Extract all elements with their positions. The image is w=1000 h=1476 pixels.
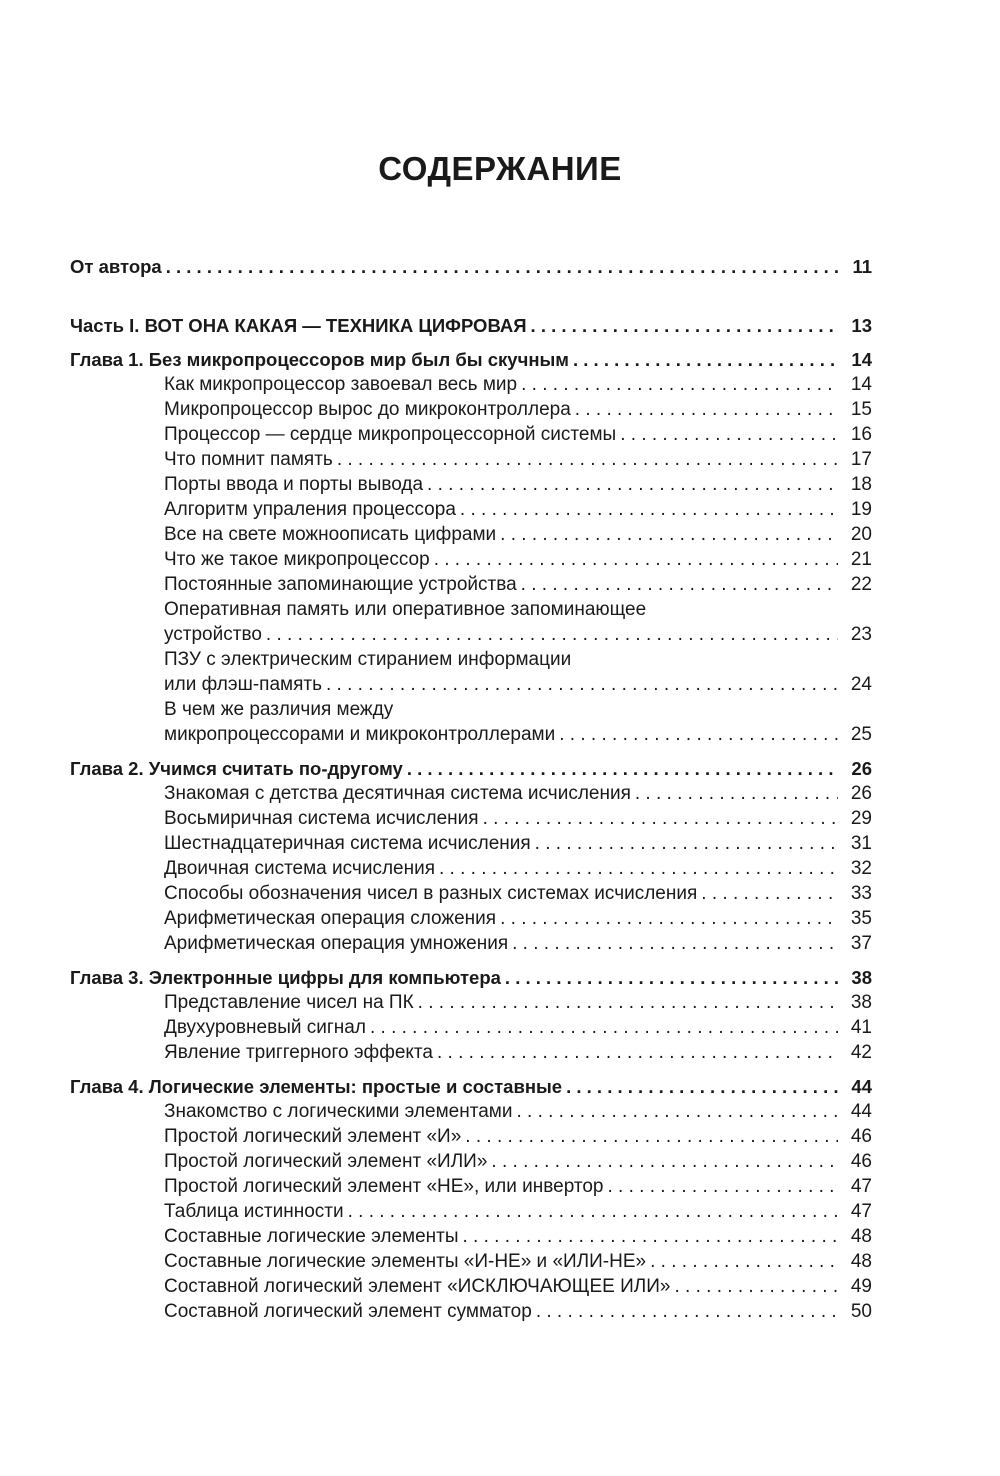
toc-entry	[70, 497, 872, 522]
toc-entry-title: Восьмиричная система исчисления	[164, 808, 479, 829]
toc-entry	[70, 647, 872, 672]
toc-entry-page: 14	[850, 374, 872, 395]
toc-entry	[70, 1299, 872, 1324]
dot-leader	[407, 756, 838, 781]
dot-leader	[348, 1199, 838, 1224]
toc-entry-title: Таблица истинности	[164, 1201, 344, 1222]
toc-entry-title: В чем же различия между	[164, 699, 394, 720]
dot-leader	[437, 1040, 838, 1065]
toc-entry	[70, 906, 872, 931]
toc-entry-title: Микропроцессор вырос до микроконтроллера	[164, 399, 571, 420]
dot-leader	[427, 472, 838, 497]
dot-leader	[521, 372, 838, 397]
toc-entry-title: микропроцессорами и микроконтроллерами	[164, 724, 556, 745]
dot-leader	[575, 397, 838, 422]
toc-entry-page: 13	[851, 315, 872, 336]
dot-leader	[500, 906, 838, 931]
toc-entry-title: Арифметическая операция сложения	[164, 908, 497, 929]
dot-leader	[536, 1299, 838, 1324]
toc-entry-title: Явление триггерного эффекта	[164, 1042, 433, 1063]
toc-entry-title: устройство	[164, 624, 262, 645]
toc-entry-title: Оперативная память или оперативное запоминающее	[164, 599, 647, 620]
toc-entry	[70, 722, 872, 747]
toc-entry	[70, 422, 872, 447]
toc-entry-title: Арифметическая операция умножения	[164, 933, 509, 954]
toc-entry-title: Глава 2. Учимся считать по-другому	[70, 758, 403, 779]
dot-leader	[463, 1224, 839, 1249]
toc-entry-page: 26	[851, 758, 872, 779]
toc-entry-page: 16	[850, 424, 872, 445]
dot-leader	[439, 856, 838, 881]
toc-entry	[70, 1149, 872, 1174]
toc-entry-page: 14	[851, 349, 872, 370]
toc-entry-page: 17	[850, 449, 872, 470]
toc-chapter-entry	[70, 1074, 872, 1099]
dot-leader	[521, 572, 838, 597]
toc-entry-page: 48	[850, 1226, 872, 1247]
toc-entry-title: Знакомство с логическими элементами	[164, 1101, 513, 1122]
section-spacer	[70, 956, 872, 965]
toc-entry-page: 42	[850, 1042, 872, 1063]
table-of-contents	[70, 254, 872, 1324]
toc-entry-title: Составные логические элементы «И-НЕ» и «ИЛИ-НЕ»	[164, 1251, 647, 1272]
toc-entry-page: 38	[850, 992, 872, 1013]
section-spacer	[70, 1065, 872, 1074]
toc-entry-page: 32	[850, 858, 872, 879]
dot-leader	[418, 990, 838, 1015]
dot-leader	[607, 1174, 838, 1199]
dot-leader	[326, 672, 838, 697]
toc-entry	[70, 547, 872, 572]
toc-entry	[70, 856, 872, 881]
dot-leader	[566, 1074, 838, 1099]
toc-entry-page: 26	[850, 783, 872, 804]
toc-entry-title: Простой логический элемент «ИЛИ»	[164, 1151, 488, 1172]
dot-leader	[434, 547, 838, 572]
toc-entry-title: Алгоритм упраления процессора	[164, 499, 456, 520]
toc-entry	[70, 572, 872, 597]
toc-entry-title: Простой логический элемент «НЕ», или инвертор	[164, 1176, 604, 1197]
dot-leader	[516, 1099, 838, 1124]
toc-entry-title: ПЗУ с электрическим стиранием информации	[164, 649, 572, 670]
toc-entry	[70, 597, 872, 622]
dot-leader	[512, 931, 838, 956]
toc-entry-page: 37	[850, 933, 872, 954]
toc-entry-title: Часть I. ВОТ ОНА КАКАЯ — ТЕХНИКА ЦИФРОВАЯ	[70, 315, 527, 336]
dot-leader	[460, 497, 838, 522]
toc-entry-title: Составной логический элемент сумматор	[164, 1301, 532, 1322]
toc-entry-title: Порты ввода и порты вывода	[164, 474, 424, 495]
dot-leader	[337, 447, 838, 472]
toc-entry-page: 44	[851, 1076, 872, 1097]
toc-entry-title: Составной логический элемент «ИСКЛЮЧАЮЩЕЕ ИЛИ»	[164, 1276, 671, 1297]
dot-leader	[531, 313, 838, 338]
dot-leader	[573, 347, 838, 372]
toc-entry-page: 35	[850, 908, 872, 929]
toc-chapter-entry	[70, 313, 872, 338]
toc-entry-title: Глава 3. Электронные цифры для компьютера	[70, 967, 501, 988]
toc-entry-page: 46	[850, 1151, 872, 1172]
toc-entry-title: Способы обозначения чисел в разных системах исчисления	[164, 883, 698, 904]
toc-entry-page: 47	[850, 1176, 872, 1197]
dot-leader	[370, 1015, 838, 1040]
toc-entry	[70, 1015, 872, 1040]
toc-entry-title: Все на свете можноописать цифрами	[164, 524, 497, 545]
toc-entry-title: Двухуровневый сигнал	[164, 1017, 366, 1038]
toc-entry	[70, 1274, 872, 1299]
toc-entry-page: 24	[850, 674, 872, 695]
dot-leader	[620, 422, 838, 447]
toc-entry-title: Глава 4. Логические элементы: простые и составные	[70, 1076, 563, 1097]
toc-entry-title: Простой логический элемент «И»	[164, 1126, 462, 1147]
toc-entry	[70, 397, 872, 422]
toc-entry-title: Глава 1. Без микропроцессоров мир был бы скучным	[70, 349, 569, 370]
toc-entry-title: Что же такое микропроцессор	[164, 549, 430, 570]
dot-leader	[635, 781, 838, 806]
toc-entry-page: 48	[850, 1251, 872, 1272]
dot-leader	[701, 881, 838, 906]
toc-entry	[70, 931, 872, 956]
dot-leader	[483, 806, 838, 831]
toc-entry	[70, 1249, 872, 1274]
toc-entry	[70, 622, 872, 647]
toc-entry-page: 49	[850, 1276, 872, 1297]
dot-leader	[465, 1124, 838, 1149]
toc-entry-title: Знакомая с детства десятичная система исчисления	[164, 783, 631, 804]
toc-entry-page: 23	[850, 624, 872, 645]
toc-entry-title: Составные логические элементы	[164, 1226, 459, 1247]
toc-entry	[70, 1040, 872, 1065]
dot-leader	[500, 522, 838, 547]
toc-entry	[70, 881, 872, 906]
toc-chapter-entry	[70, 347, 872, 372]
toc-entry	[70, 372, 872, 397]
toc-entry	[70, 1224, 872, 1249]
page-title: СОДЕРЖАНИЕ	[378, 150, 622, 187]
toc-entry-title: или флэш-память	[164, 674, 322, 695]
section-spacer	[70, 338, 872, 347]
toc-entry-page: 44	[850, 1101, 872, 1122]
dot-leader	[559, 722, 838, 747]
toc-entry-page: 19	[850, 499, 872, 520]
toc-entry-page: 31	[850, 833, 872, 854]
toc-entry	[70, 697, 872, 722]
toc-entry	[70, 472, 872, 497]
toc-entry	[70, 806, 872, 831]
dot-leader	[166, 254, 838, 279]
dot-leader	[674, 1274, 838, 1299]
toc-entry-title: От автора	[70, 256, 162, 277]
toc-entry-title: Шестнадцатеричная система исчисления	[164, 833, 531, 854]
toc-entry	[70, 1174, 872, 1199]
toc-entry-page: 20	[850, 524, 872, 545]
toc-entry-title: Процессор — сердце микропроцессорной системы	[164, 424, 617, 445]
toc-entry-page: 47	[850, 1201, 872, 1222]
toc-entry-page: 21	[850, 549, 872, 570]
dot-leader	[650, 1249, 838, 1274]
toc-entry-page: 41	[850, 1017, 872, 1038]
toc-entry	[70, 672, 872, 697]
toc-entry-page: 22	[850, 574, 872, 595]
toc-entry	[70, 447, 872, 472]
toc-entry-title: Двоичная система исчисления	[164, 858, 435, 879]
toc-entry-page: 25	[850, 724, 872, 745]
dot-leader	[535, 831, 838, 856]
toc-entry	[70, 831, 872, 856]
toc-entry-title: Представление чисел на ПК	[164, 992, 414, 1013]
section-spacer	[70, 279, 872, 313]
dot-leader	[266, 622, 838, 647]
toc-entry	[70, 781, 872, 806]
dot-leader	[505, 965, 838, 990]
toc-entry-title: Как микропроцессор завоевал весь мир	[164, 374, 518, 395]
section-spacer	[70, 747, 872, 756]
toc-entry-page: 15	[850, 399, 872, 420]
dot-leader	[491, 1149, 838, 1174]
toc-chapter-entry	[70, 756, 872, 781]
toc-entry-page: 18	[850, 474, 872, 495]
toc-entry	[70, 990, 872, 1015]
toc-entry-page: 38	[851, 967, 872, 988]
toc-entry-page: 50	[850, 1301, 872, 1322]
toc-entry	[70, 1124, 872, 1149]
toc-chapter-entry	[70, 254, 872, 279]
toc-entry	[70, 522, 872, 547]
toc-entry-title: Постоянные запоминающие устройства	[164, 574, 517, 595]
toc-entry-page: 46	[850, 1126, 872, 1147]
toc-entry-page: 29	[850, 808, 872, 829]
toc-entry-page: 33	[850, 883, 872, 904]
toc-chapter-entry	[70, 965, 872, 990]
toc-entry-title: Что помнит память	[164, 449, 333, 470]
toc-entry	[70, 1199, 872, 1224]
toc-entry	[70, 1099, 872, 1124]
toc-entry-page: 11	[852, 256, 872, 277]
